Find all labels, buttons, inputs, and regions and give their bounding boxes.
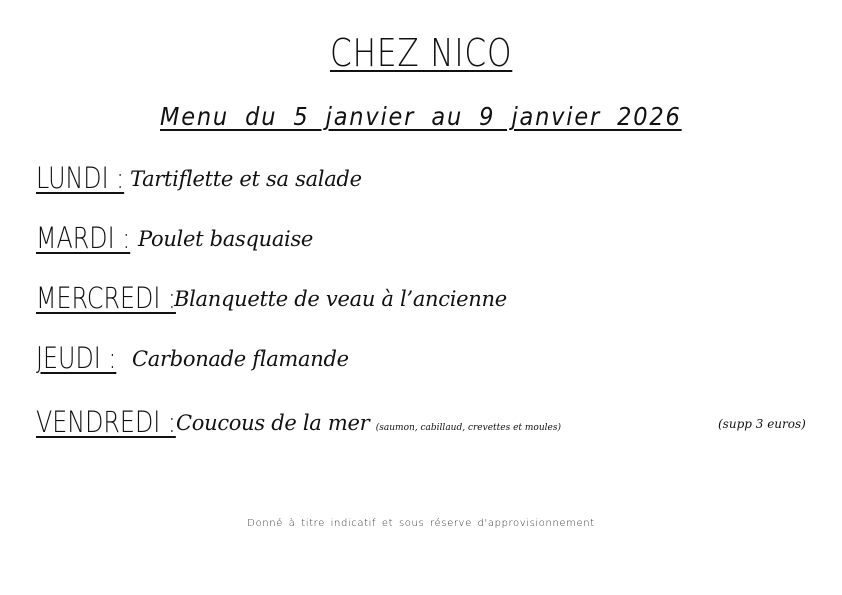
dish-name: Blanquette de veau à l’ancienne: [174, 287, 507, 311]
menu-row-tuesday: [36, 220, 816, 260]
day-label: VENDREDI :: [36, 405, 176, 439]
restaurant-title: [0, 30, 842, 76]
day-label: LUNDI :: [36, 161, 125, 195]
menu-subtitle-text: Menu du 5 janvier au 9 janvier 2026: [160, 102, 682, 131]
day-label: JEUDI :: [36, 341, 117, 375]
menu-row-friday: [36, 404, 816, 444]
dish-entry: [176, 408, 561, 443]
dish-name: Tartiflette et sa salade: [130, 167, 362, 191]
day-label: MERCREDI :: [36, 281, 176, 315]
menu-row-monday: [36, 160, 816, 200]
menu-row-thursday: [36, 340, 816, 380]
dish-name: Poulet basquaise: [138, 227, 314, 251]
supplement-note: (supp 3 euros): [718, 417, 806, 431]
menu-subtitle: [0, 100, 842, 134]
footer-note: Donné à titre indicatif et sous réserve d'approvisionnement: [247, 518, 595, 529]
dish-name: Coucous de la mer: [176, 411, 370, 435]
menu-row-wednesday: [36, 280, 816, 320]
dish-detail: (saumon, cabillaud, crevettes et moules): [375, 423, 561, 433]
day-label: MARDI :: [36, 221, 131, 255]
restaurant-title-text: CHEZ NICO: [329, 31, 513, 75]
dish-name: Carbonade flamande: [132, 347, 349, 371]
